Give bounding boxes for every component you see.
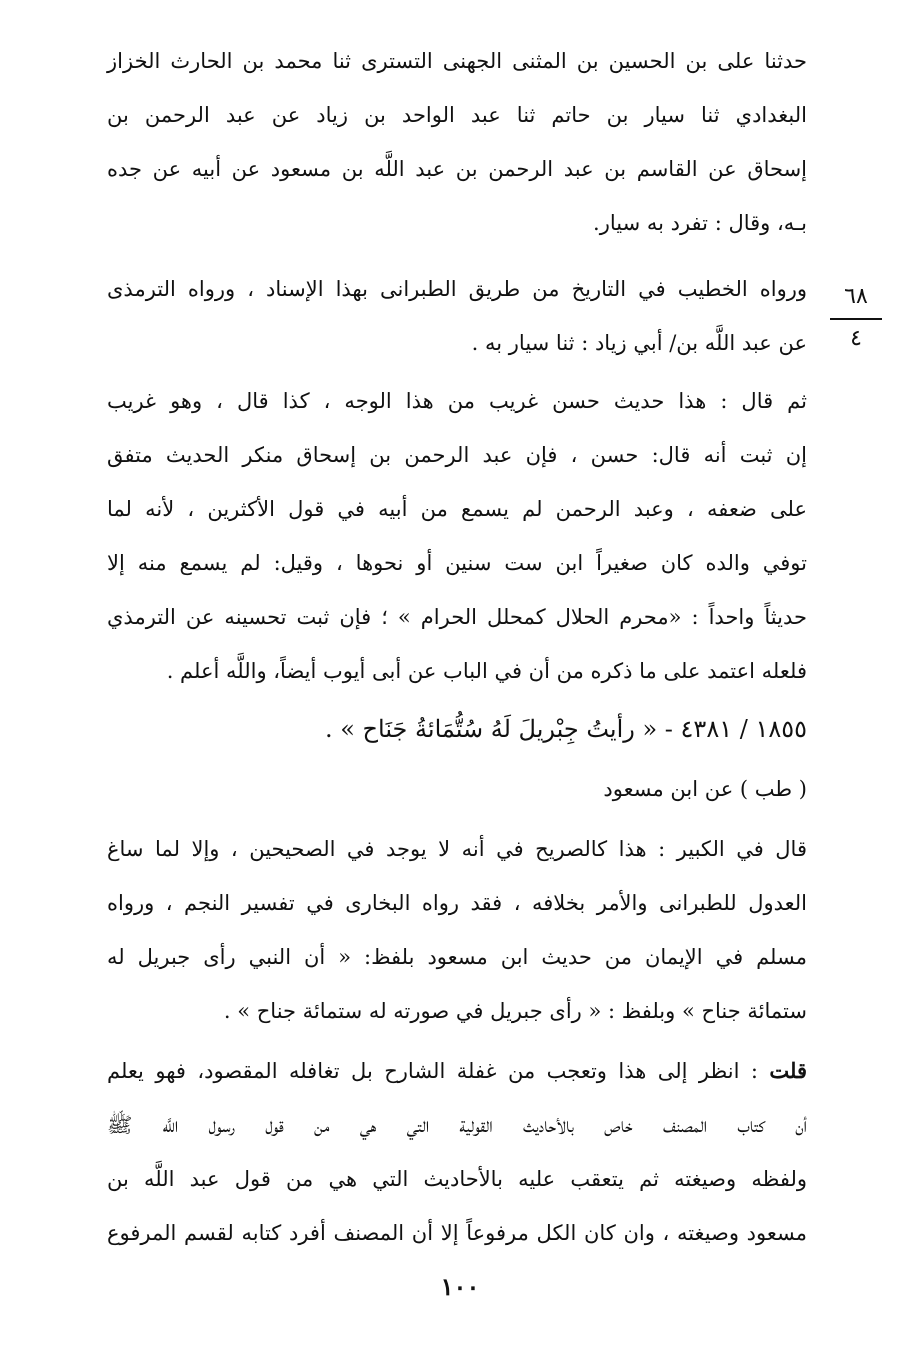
text-line: [107, 1044, 807, 1098]
qultu-lead: قلت: [769, 1058, 807, 1083]
text-line: إن ثبت أنه قال: حسن ، فإن عبد الرحمن بن إسحاق منكر الحديث متفق: [107, 443, 807, 467]
text-line: إسحاق عن القاسم بن عبد الرحمن بن عبد اللَّه بن مسعود عن أبيه عن جده: [107, 157, 807, 181]
text-line: مسعود وصيغته ، وان كان الكل مرفوعاً إلا أن المصنف أفرد كتابه لقسم المرفوع: [107, 1221, 807, 1245]
text-line: قال في الكبير : هذا كالصريح في أنه لا يوجد في الصحيحين ، وإلا لما ساغ: [107, 837, 807, 861]
margin-ref-volume: ٦٨: [844, 284, 868, 309]
text-segment: : انظر إلى هذا وتعجب من غفلة الشارح بل تغافله المقصود، فهو يعلم: [107, 1059, 770, 1083]
text-line: فلعله اعتمد على ما ذكره من أن في الباب عن أبى أيوب أيضاً، واللَّه أعلم .: [166, 659, 807, 683]
text-line: أن كتاب المصنف خاص بالأحاديث القولية التي هي من قول رسول اللَّه ﷺ: [107, 1113, 807, 1137]
margin-ref-page: ٤: [850, 326, 862, 351]
text-line: مسلم في الإيمان من حديث ابن مسعود بلفظ: « أن النبي رأى جبريل له: [107, 945, 807, 969]
text-line: ستمائة جناح » وبلفظ : « رأى جبريل في صورته له ستمائة جناح » .: [223, 999, 807, 1023]
text-line: ورواه الخطيب في التاريخ من طريق الطبرانى بهذا الإسناد ، ورواه الترمذى: [107, 277, 807, 301]
hadith-source: ( طب ) عن ابن مسعود: [603, 777, 807, 801]
text-line: بـه، وقال : تفرد به سيار.: [593, 211, 807, 235]
text-line: حدثنا على بن الحسين بن المثنى الجهنى التسترى ثنا محمد بن الحارث الخزاز: [107, 49, 807, 73]
page-number: ١٠٠: [440, 1272, 480, 1301]
text-line: ثم قال : هذا حديث حسن غريب من هذا الوجه ، كذا قال ، وهو غريب: [107, 389, 807, 413]
text-line: عن عبد اللَّه بن/ أبي زياد : ثنا سيار به .: [471, 331, 807, 355]
paragraph-tirmidhi-comment: [107, 374, 807, 698]
margin-ref-rule: [830, 318, 882, 320]
main-text: [107, 34, 807, 1260]
text-line: البغدادي ثنا سيار بن حاتم ثنا عبد الواحد بن زياد عن عبد الرحمن بن: [107, 103, 807, 127]
paragraph-isnad: [107, 34, 807, 250]
margin-reference: [830, 282, 882, 354]
paragraph-khatib: [107, 262, 807, 370]
text-line: حديثاً واحداً : «محرم الحلال كمحلل الحرام » ؛ فإن ثبت تحسينه عن الترمذي: [107, 605, 807, 629]
text-line: العدول للطبرانى والأمر بخلافه ، فقد رواه البخارى في تفسير النجم ، ورواه: [107, 891, 807, 915]
paragraph-kabir: [107, 822, 807, 1038]
text-line: على ضعفه ، وعبد الرحمن لم يسمع من أبيه في قول الأكثرين ، لأنه لما: [107, 497, 807, 521]
paragraph-qultu: [107, 1044, 807, 1260]
text-line: توفي والده كان صغيراً ابن ست سنين أو نحوها ، وقيل: لم يسمع منه إلا: [107, 551, 807, 575]
text-line: ولفظه وصيغته ثم يتعقب عليه بالأحاديث التي هي من قول عبد اللَّه بن: [107, 1167, 807, 1191]
hadith-heading: ١٨٥٥ / ٤٣٨١ - « رأيتُ جِبْريلَ لَهُ سُتُّمَائةُ جَنَاح » .: [324, 715, 807, 743]
